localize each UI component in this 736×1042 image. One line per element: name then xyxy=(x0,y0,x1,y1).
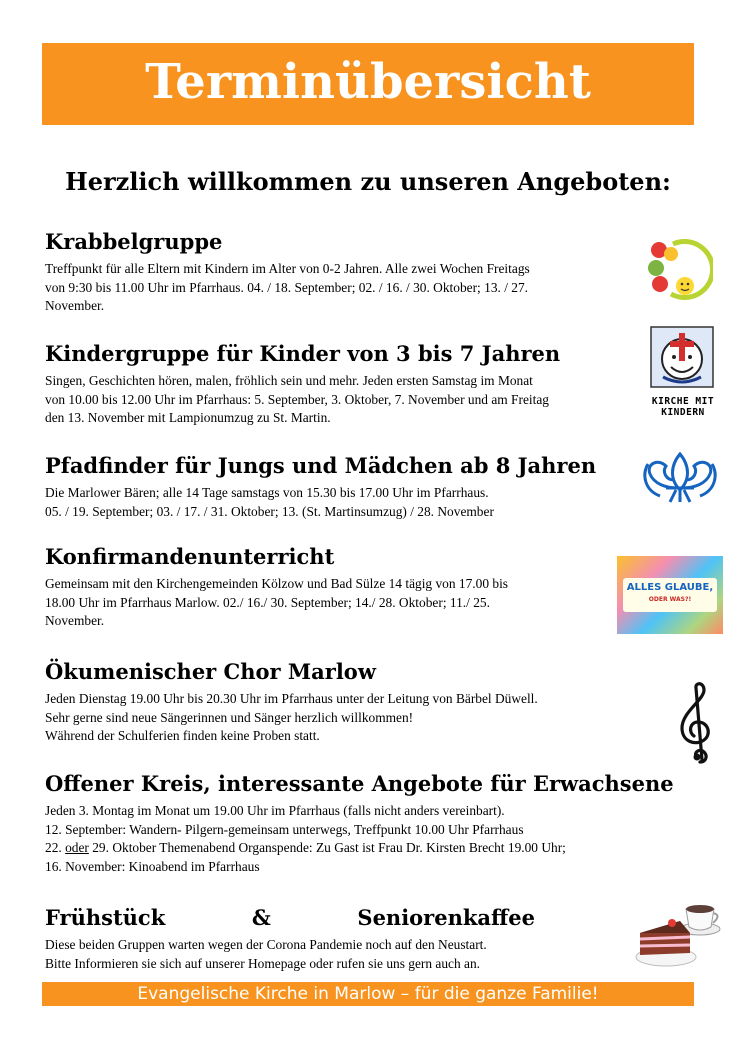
section-title: Kindergruppe für Kinder von 3 bis 7 Jahren xyxy=(45,341,561,366)
section-body xyxy=(45,690,538,746)
body-line: Jeden 3. Montag im Monat um 19.00 Uhr im Pfarrhaus (falls nicht anders vereinbart). xyxy=(45,803,505,818)
welcome-heading: Herzlich willkommen zu unseren Angeboten: xyxy=(65,167,671,196)
body-line: 05. / 19. September; 03. / 17. / 31. Oktober; 13. (St. Martinsumzug) / 28. November xyxy=(45,503,494,519)
body-line: Singen, Geschichten hören, malen, fröhlich sein und mehr. Jeden ersten Samstag im Monat xyxy=(45,373,533,388)
text-span: 22. xyxy=(45,840,66,855)
body-line: November. xyxy=(45,613,105,628)
scout-lily-icon xyxy=(640,450,720,506)
section-title xyxy=(45,904,535,932)
footer-banner: Evangelische Kirche in Marlow – für die ganze Familie! xyxy=(42,982,694,1006)
body-line: Sehr gerne sind neue Sängerinnen und Sänger herzlich willkommen! xyxy=(45,709,414,725)
section-body xyxy=(45,575,508,631)
body-line: von 9:30 bis 11.00 Uhr im Pfarrhaus. 04. / 18. September; 02. / 16. / 30. Oktober; 13. / 27. xyxy=(45,279,529,295)
body-line: Diese beiden Gruppen warten wegen der Corona Pandemie noch auf den Neustart. xyxy=(45,937,487,952)
section-chor xyxy=(45,658,538,746)
body-line: Gemeinsam mit den Kirchengemeinden Kölzow und Bad Sülze 14 tägig von 17.00 bis xyxy=(45,576,509,591)
title-banner xyxy=(42,43,694,125)
icon-caption: KINDERN xyxy=(661,407,705,418)
body-line: Jeden Dienstag 19.00 Uhr bis 20.30 Uhr im Pfarrhaus unter der Leitung von Bärbel Düwell. xyxy=(45,691,538,706)
section-body xyxy=(45,484,596,521)
body-line: von 10.00 bis 12.00 Uhr im Pfarrhaus: 5. September, 3. Oktober, 7. November und am Freitag xyxy=(45,391,549,407)
kirche-mit-kindern-icon xyxy=(649,325,717,421)
title-part: Frühstück xyxy=(45,905,166,930)
page-title: Terminübersicht xyxy=(145,54,591,110)
section-konfirmanden xyxy=(45,543,508,631)
body-line: Während der Schulferien finden keine Proben statt. xyxy=(45,728,320,743)
icon-caption: ALLES GLAUBE, xyxy=(626,582,714,593)
section-title: Konfirmandenunterricht xyxy=(45,544,335,569)
section-title: Offener Kreis, interessante Angebote für Erwachsene xyxy=(45,771,674,796)
body-line xyxy=(45,839,674,858)
section-body xyxy=(45,372,560,428)
icon-caption: ODER WAS?! xyxy=(648,596,692,603)
section-offener-kreis xyxy=(45,770,674,876)
body-line: 12. September: Wandern- Pilgern-gemeinsam unterwegs, Treffpunkt 10.00 Uhr Pfarrhaus xyxy=(45,821,524,837)
section-kindergruppe xyxy=(45,340,560,428)
section-title: Ökumenischer Chor Marlow xyxy=(45,659,376,684)
title-part: & xyxy=(251,905,271,930)
church-kids-drawing xyxy=(649,325,717,391)
body-line: 18.00 Uhr im Pfarrhaus Marlow. 02./ 16./ 30. September; 14./ 28. Oktober; 11./ 25. xyxy=(45,594,490,610)
section-krabbelgruppe xyxy=(45,228,530,316)
section-body xyxy=(45,260,530,316)
section-fruehstueck-seniorenkaffee xyxy=(45,904,535,973)
underlined-text: oder xyxy=(65,840,89,855)
text-span: 29. Oktober Themenabend Organspende: Zu Gast ist Frau Dr. Kirsten Brecht 19.00 Uhr; xyxy=(88,840,566,855)
body-line: den 13. November mit Lampionumzug zu St. Martin. xyxy=(45,410,331,425)
section-title: Pfadfinder für Jungs und Mädchen ab 8 Jahren xyxy=(45,453,597,478)
section-title: Krabbelgruppe xyxy=(45,229,223,254)
body-line: Treffpunkt für alle Eltern mit Kindern im Alter von 0-2 Jahren. Alle zwei Wochen Freitags xyxy=(45,261,530,276)
title-part: Seniorenkaffee xyxy=(357,905,535,930)
baby-toy-icon xyxy=(643,236,713,302)
treble-clef-icon xyxy=(676,680,720,768)
section-body xyxy=(45,802,674,876)
body-line: 16. November: Kinoabend im Pfarrhaus xyxy=(45,858,260,874)
body-line: November. xyxy=(45,298,105,313)
section-pfadfinder xyxy=(45,452,596,521)
cake-coffee-icon xyxy=(632,893,722,969)
body-line: Die Marlower Bären; alle 14 Tage samstags von 15.30 bis 17.00 Uhr im Pfarrhaus. xyxy=(45,485,489,500)
body-line: Bitte Informieren sie sich auf unserer Homepage oder rufen sie uns gern auch an. xyxy=(45,955,481,971)
alles-glaube-icon xyxy=(617,556,723,634)
section-body xyxy=(45,936,535,973)
icon-caption: KIRCHE MIT xyxy=(651,396,715,407)
